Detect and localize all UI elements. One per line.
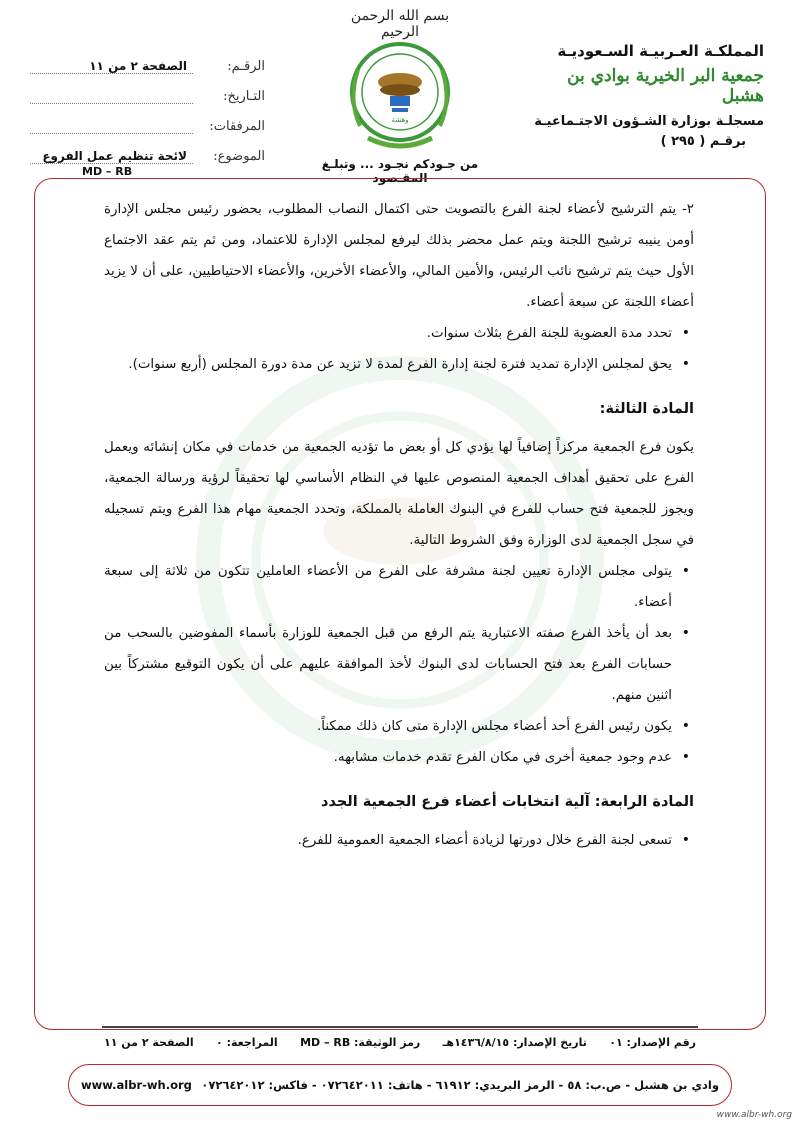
society-logo — [338, 30, 462, 154]
list-item: • تسعى لجنة الفرع خلال دورتها لزيادة أعضاء الجمعية العمومية للفرع. — [104, 825, 694, 856]
attachments-label: المرفقات: — [209, 119, 265, 134]
number-value: الصفحة ٢ من ١١ — [30, 59, 193, 74]
paragraph-item-2: ٢- يتم الترشيح لأعضاء لجنة الفرع بالتصويت حتى اكتمال النصاب المطلوب، بحضور رئيس مجلس الإدارة أومن ينيبه ترشيح اللجنة ويتم عمل محضر بذلك ليرفع لمجلس الإدارة للاعتماد، ومن ثم يتم عقد الاجتماع الأول حيث يتم ترشيح نائب الرئيس، والأمين المالي، والأعضاء الأخرين، والأعضاء الاحتياطيين، على أن لا يزيد أعضاء اللجنة عن سبعة أعضاء. — [104, 202, 694, 310]
org-header — [524, 42, 764, 149]
date-value — [30, 103, 193, 104]
list-item: • عدم وجود جمعية أخرى في مكان الفرع تقدم خدمات مشابهه. — [104, 742, 694, 773]
document-body — [104, 194, 694, 856]
list-item: • تحدد مدة العضوية للجنة الفرع بثلاث سنوات. — [104, 318, 694, 349]
bullet-list-3 — [104, 825, 694, 856]
list-item: • يتولى مجلس الإدارة تعيين لجنة مشرفة على الفرع من الأعضاء العاملين تتكون من ثلاثة إلى سبعة أعضاء. — [104, 556, 694, 618]
address-bar — [68, 1064, 732, 1106]
page-number: الصفحة ٢ من ١١ — [104, 1036, 194, 1049]
subject-row — [30, 134, 265, 164]
registration-number: برقـم ( ٢٩٥ ) — [660, 134, 746, 149]
date-row — [30, 74, 265, 104]
list-item: • يحق لمجلس الإدارة تمديد فترة لجنة إدارة الفرع لمدة لا تزيد عن مدة دورة المجلس (أربع سنوات). — [104, 349, 694, 380]
website-link[interactable]: www.albr-wh.org — [81, 1078, 192, 1092]
registration-line: مسجلـة بوزارة الشـؤون الاجتـماعيـة — [534, 114, 764, 129]
article-3-heading: المادة الثالثة: — [599, 401, 694, 417]
footer-divider — [102, 1026, 698, 1028]
number-row — [30, 44, 265, 74]
subject-value: لائحة تنظيم عمل الفروع — [30, 149, 193, 164]
footer-meta — [104, 1036, 696, 1049]
attachments-value — [30, 133, 193, 134]
subject-label: الموضوع: — [213, 149, 265, 164]
tagline: من جـودكم نجـود ... وتبلـغ المقـصود — [321, 157, 479, 185]
document-info — [30, 44, 265, 164]
svg-text:وهشة: وهشة — [391, 116, 409, 124]
corner-url: www.albr-wh.org — [716, 1110, 792, 1120]
list-item: • يكون رئيس الفرع أحد أعضاء مجلس الإدارة متى كان ذلك ممكناً. — [104, 711, 694, 742]
basmala: بسم الله الرحمن الرحيم — [350, 8, 450, 40]
doc-code-top: MD – RB — [82, 165, 133, 178]
revision: المراجعة: ٠ — [216, 1036, 278, 1049]
issue-date: تاريخ الإصدار: ١٤٣٦/٨/١٥هـ — [442, 1036, 587, 1049]
document-code: رمز الوثيقة: MD – RB — [300, 1036, 421, 1049]
kingdom-title: المملكـة العـربيـة السـعوديـة — [557, 42, 764, 60]
attachments-row — [30, 104, 265, 134]
article-3-paragraph: يكون فرع الجمعية مركزاً إضافياً لها يؤدي كل أو بعض ما تؤديه الجمعية من خدمات في مكان إنشائه ويعمل الفرع على تحقيق أهداف الجمعية المنصوص عليها في النظام الأساسي لها تحقيقاً لرؤية ورسالة الجمعية، ويجوز للجمعية فتح حساب للفرع في البنوك العاملة بالمملكة، وتحدد الجمعية مهام هذا الفرع ويتم تسجيله في سجل الجمعية لدى الوزارة وفق الشروط التالية. — [104, 440, 694, 548]
issue-number: رقم الإصدار: ٠١ — [609, 1036, 696, 1049]
society-name: جمعية البر الخيرية بوادي بن هشبل — [567, 66, 764, 106]
address-text: وادي بن هشبل - ص.ب: ٥٨ - الرمز البريدي: ٦١٩١٢ - هاتف: ٠٧٢٦٤٢٠١١ - فاكس: ٠٧٢٦٤٢٠١٢ — [201, 1078, 719, 1092]
bullet-list-1 — [104, 318, 694, 380]
list-item: • بعد أن يأخذ الفرع صفته الاعتبارية يتم الرفع من قبل الجمعية للوزارة بأسماء المفوضين بالسحب من حسابات الفرع بعد فتح الحسابات لدى البنوك لأخذ الموافقة عليهم على أن يكون التوقيع مشتركاً بين اثنين منهم. — [104, 618, 694, 711]
number-label: الرقـم: — [227, 59, 265, 74]
article-4-heading: المادة الرابعة: آلية انتخابات أعضاء فرع الجمعية الجدد — [321, 794, 694, 810]
bullet-list-2 — [104, 556, 694, 773]
date-label: التـاريخ: — [223, 89, 265, 104]
